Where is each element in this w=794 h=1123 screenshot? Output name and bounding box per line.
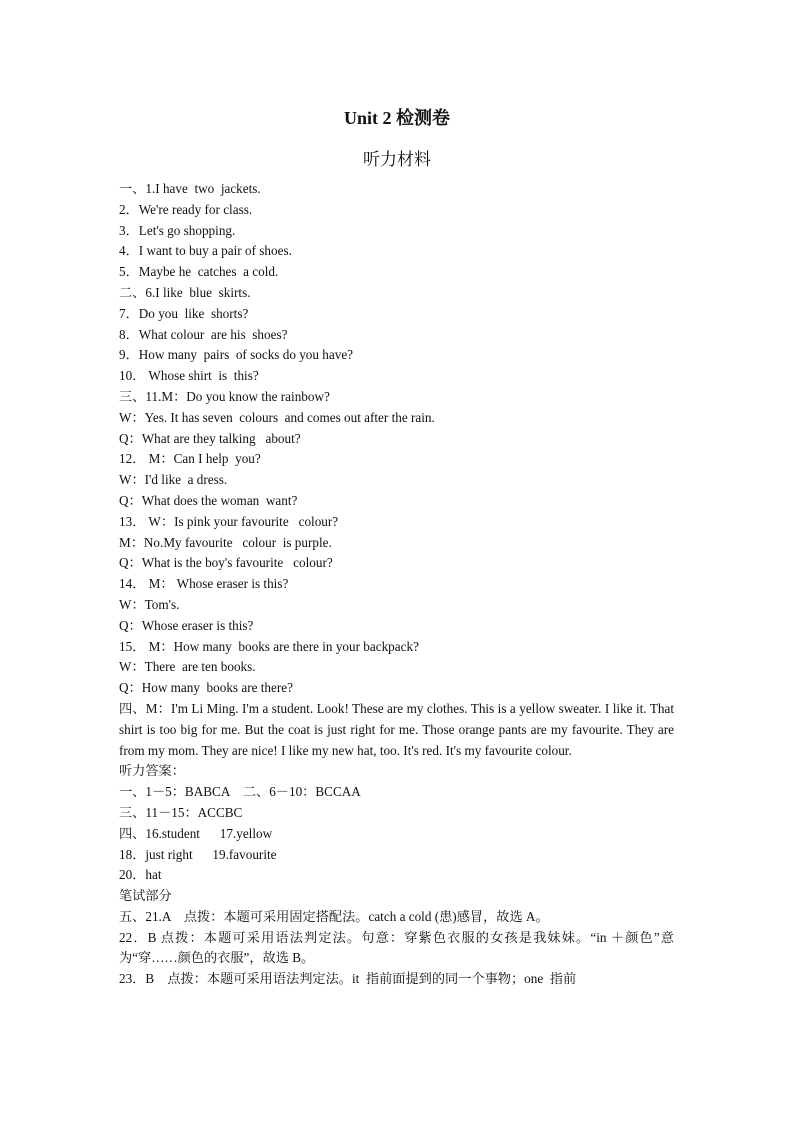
text-line: 二、6.I like blue skirts. <box>119 284 251 300</box>
text-line: 8．What colour are his shoes? <box>119 326 288 342</box>
answer-line: 三、11－15：ACCBC <box>119 804 243 820</box>
text-line: 9．How many pairs of socks do you have? <box>119 347 354 363</box>
text-line: M：No.My favourite colour is purple. <box>119 534 332 550</box>
section-subtitle: 听力材料 <box>363 150 431 170</box>
text-line: W：I'd like a dress. <box>119 472 228 488</box>
text-line: 10． Whose shirt is this? <box>119 368 259 384</box>
text-line: Q：What are they talking about? <box>119 430 301 446</box>
document-body <box>119 179 674 990</box>
text-line: W：Yes. It has seven colours and comes out after the rain. <box>119 409 435 425</box>
answer-line: 20．hat <box>119 867 162 883</box>
text-line: Q：What is the boy's favourite colour? <box>119 555 333 571</box>
text-line: W：Tom's. <box>119 596 180 612</box>
text-line: W：There are ten books. <box>119 659 256 675</box>
text-line: Q：How many books are there? <box>119 680 293 696</box>
text-line: 14． M： Whose eraser is this? <box>119 576 289 592</box>
answer-line: 五、21.A 点拨：本题可采用固定搭配法。catch a cold (患)感冒，故选 A。 <box>119 908 549 924</box>
answer-line: 一、1－5：BABCA 二、6－10：BCCAA <box>119 784 361 800</box>
text-line: 12． M：Can I help you? <box>119 451 261 467</box>
text-line: Q：What does the woman want? <box>119 492 298 508</box>
answer-line: 18．just right 19.favourite <box>119 846 277 862</box>
text-line: 一、1.I have two jackets. <box>119 181 261 196</box>
text-line: 3．Let's go shopping. <box>119 222 236 238</box>
text-line: 13． W：Is pink your favourite colour? <box>119 513 339 529</box>
q22-explanation: 22．B 点拨：本题可采用语法判定法。句意：穿紫色衣服的女孩是我妹妹。“in ＋颜色”意为“穿……颜色的衣服”，故选 B。 <box>119 929 674 966</box>
text-line: 三、11.M：Do you know the rainbow? <box>119 388 330 404</box>
text-line: 5．Maybe he catches a cold. <box>119 264 279 280</box>
text-line: 7．Do you like shorts? <box>119 305 249 321</box>
text-line: 2．We're ready for class. <box>119 201 253 217</box>
text-line: 4．I want to buy a pair of shoes. <box>119 243 292 259</box>
written-section-heading: 笔试部分 <box>119 888 172 904</box>
answer-heading: 听力答案： <box>119 763 185 779</box>
page-title: Unit 2 检测卷 <box>343 108 450 128</box>
answer-line: 四、16.student 17.yellow <box>119 825 273 841</box>
text-line: Q：Whose eraser is this? <box>119 617 254 633</box>
section4-paragraph: 四、M：I'm Li Ming. I'm a student. Look! These are my clothes. This is a yellow sweater. I like it. That shirt is too big for me. But the coat is just right for me. Those orange pants are my favourite. They are from my mom. They are nice! I like my new hat, too. It's red. It's my favourite colour. <box>119 700 674 758</box>
q23-explanation: 23．B 点拨：本题可采用语法判定法。it 指前面提到的同一个事物；one 指前 <box>119 971 577 987</box>
text-line: 15． M：How many books are there in your backpack? <box>119 638 419 654</box>
